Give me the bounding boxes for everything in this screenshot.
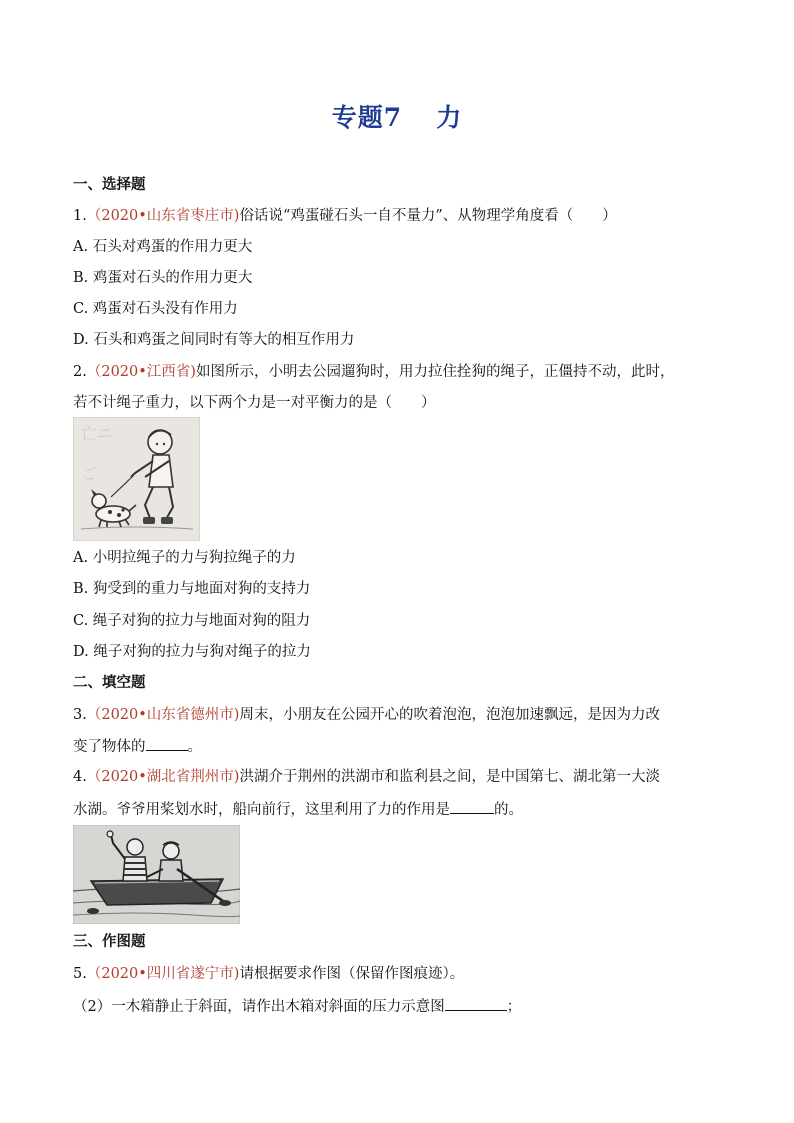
question-number: 4. <box>73 769 87 785</box>
question-3-stem-line2 <box>73 736 202 757</box>
question-2-stem <box>73 362 674 382</box>
section-heading-drawing: 三、作图题 <box>73 934 146 950</box>
question-1-stem <box>73 206 617 226</box>
q2-option-a: A. 小明拉绳子的力与狗拉绳子的力 <box>73 550 296 566</box>
question-text: 洪湖介于荆州的洪湖市和监利县之间，是中国第七、湖北第一大淡 <box>239 769 660 785</box>
q1-option-c: C. 鸡蛋对石头没有作用力 <box>73 301 238 317</box>
answer-blank[interactable] <box>450 799 494 814</box>
q1-option-b: B. 鸡蛋对石头的作用力更大 <box>73 270 253 286</box>
question-4-stem <box>73 767 660 787</box>
q1-option-a: A. 石头对鸡蛋的作用力更大 <box>73 239 253 255</box>
rowing-boat-figure <box>73 825 240 924</box>
question-text: 的。 <box>494 802 523 818</box>
question-number: 2. <box>73 364 87 380</box>
title-topic: 力 <box>436 103 463 132</box>
boy-dog-figure <box>73 417 200 541</box>
page-title <box>0 98 794 134</box>
question-text: 请根据要求作图（保留作图痕迹）。 <box>239 966 465 982</box>
q2-option-b: B. 狗受到的重力与地面对狗的支持力 <box>73 581 311 597</box>
question-5-stem <box>73 964 464 984</box>
q2-option-c: C. 绳子对狗的拉力与地面对狗的阻力 <box>73 613 311 629</box>
answer-blank[interactable] <box>445 996 507 1011</box>
question-source: （2020•山东省德州市) <box>86 707 240 723</box>
answer-blank[interactable] <box>146 736 188 751</box>
question-5-subquestion <box>73 996 521 1017</box>
question-source: （2020•山东省枣庄市) <box>86 208 240 224</box>
question-source: （2020•四川省遂宁市) <box>86 966 240 982</box>
question-number: 3. <box>73 707 87 723</box>
question-text: （2）一木箱静止于斜面，请作出木箱对斜面的压力示意图 <box>73 999 445 1015</box>
svg-text:ご: ご <box>81 464 98 483</box>
question-3-stem <box>73 705 660 725</box>
question-text: 。 <box>187 739 202 755</box>
question-text: 如图所示，小明去公园遛狗时，用力拉住拴狗的绳子，正僵持不动，此时， <box>195 364 675 380</box>
question-number: 1. <box>73 208 87 224</box>
section-heading-choice: 一、选择题 <box>73 177 146 193</box>
question-text: ； <box>506 999 522 1015</box>
question-number: 5. <box>73 966 87 982</box>
question-2-stem-line2: 若不计绳子重力，以下两个力是一对平衡力的是（ ） <box>73 395 436 411</box>
q1-option-d: D. 石头和鸡蛋之间同时有等大的相互作用力 <box>73 332 355 348</box>
question-source: （2020•湖北省荆州市) <box>86 769 240 785</box>
question-text: 俗话说“鸡蛋碰石头一自不量力”、从物理学角度看（ ） <box>239 208 617 224</box>
question-source: （2020•江西省) <box>86 364 196 380</box>
svg-text:亡ニ: 亡ニ <box>81 424 114 443</box>
question-text: 水湖。爷爷用桨划水时，船向前行，这里利用了力的作用是 <box>73 802 450 818</box>
section-heading-fill: 二、填空题 <box>73 675 146 691</box>
title-prefix: 专题7 <box>331 103 403 132</box>
question-text: 周末，小朋友在公园开心的吹着泡泡，泡泡加速飘远，是因为力改 <box>239 707 660 723</box>
question-4-stem-line2 <box>73 799 523 820</box>
q2-option-d: D. 绳子对狗的拉力与狗对绳子的拉力 <box>73 644 311 660</box>
question-text: 变了物体的 <box>73 739 146 755</box>
